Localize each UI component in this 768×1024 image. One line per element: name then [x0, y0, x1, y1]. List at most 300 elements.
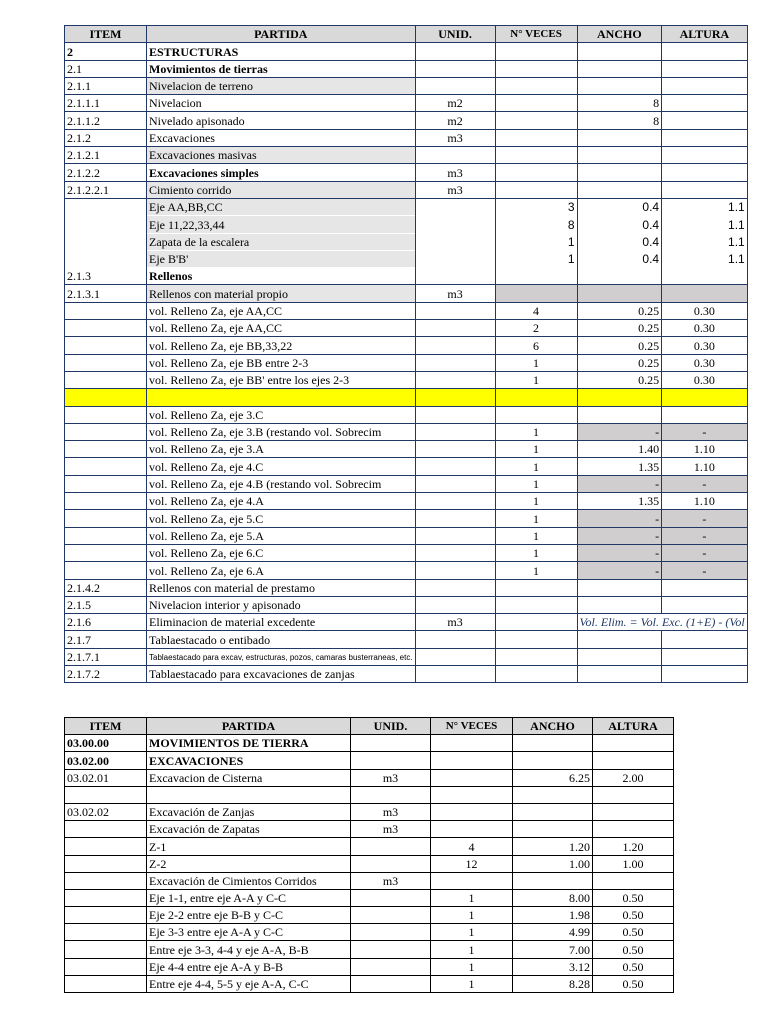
cell-partida[interactable]: vol. Relleno Za, eje BB,33,22	[147, 337, 416, 354]
cell-ancho[interactable]: 0.25	[577, 302, 662, 319]
cell-ancho[interactable]: 3.12	[513, 958, 593, 975]
cell-ancho[interactable]	[577, 129, 662, 146]
cell-ancho[interactable]: 8	[577, 95, 662, 112]
cell-altura[interactable]: 0.50	[593, 924, 674, 941]
cell-partida[interactable]: vol. Relleno Za, eje 4.A	[147, 493, 416, 510]
cell-veces[interactable]	[495, 285, 577, 302]
cell-unid[interactable]: m3	[415, 614, 495, 631]
cell-partida[interactable]: vol. Relleno Za, eje 6.C	[147, 544, 416, 561]
cell-veces[interactable]: 1	[495, 562, 577, 579]
cell-ancho[interactable]: 0.4	[577, 198, 662, 215]
cell-unid[interactable]	[415, 198, 495, 215]
cell-altura[interactable]	[662, 95, 748, 112]
cell-item[interactable]: 2.1.7	[65, 631, 147, 648]
cell-unid[interactable]	[351, 975, 431, 992]
cell-unid[interactable]	[415, 147, 495, 164]
cell-unid[interactable]: m3	[415, 181, 495, 198]
cell-veces[interactable]	[495, 95, 577, 112]
cell-item[interactable]: 03.02.00	[65, 752, 147, 769]
cell-veces[interactable]	[495, 596, 577, 613]
cell-veces[interactable]	[495, 614, 577, 631]
cell-partida[interactable]: Nivelado apisonado	[147, 112, 416, 129]
cell-note[interactable]: Vol. Elim. = Vol. Exc. (1+E) - (Vol	[577, 614, 747, 631]
cell-unid[interactable]	[351, 838, 431, 855]
header-veces[interactable]: N° VECES	[431, 718, 513, 735]
cell-ancho[interactable]	[577, 631, 662, 648]
cell-ancho[interactable]	[577, 579, 662, 596]
cell-unid[interactable]	[351, 907, 431, 924]
cell-partida[interactable]: vol. Relleno Za, eje 3.C	[147, 406, 416, 423]
cell-item[interactable]	[65, 924, 147, 941]
cell-veces[interactable]: 1	[495, 371, 577, 388]
cell-item[interactable]: 2.1.1.2	[65, 112, 147, 129]
cell-unid[interactable]	[415, 77, 495, 94]
cell-partida[interactable]: Eje 4-4 entre eje A-A y B-B	[147, 958, 351, 975]
cell-altura[interactable]: 1.10	[662, 441, 748, 458]
cell-veces[interactable]	[495, 665, 577, 682]
cell-unid[interactable]	[415, 337, 495, 354]
cell-veces[interactable]	[431, 752, 513, 769]
cell-unid[interactable]	[351, 941, 431, 958]
cell-ancho[interactable]: 0.4	[577, 233, 662, 250]
cell-item[interactable]: 2.1.5	[65, 596, 147, 613]
cell-item[interactable]	[65, 872, 147, 889]
cell-partida[interactable]: EXCAVACIONES	[147, 752, 351, 769]
cell-partida[interactable]: Tablaestacado para excav, estructuras, pozos, camaras busterraneas, etc.	[147, 648, 416, 665]
cell-altura[interactable]	[662, 60, 748, 77]
cell-altura[interactable]: -	[662, 562, 748, 579]
cell-unid[interactable]	[351, 924, 431, 941]
cell-item[interactable]	[65, 250, 147, 267]
cell-item[interactable]	[65, 458, 147, 475]
cell-ancho[interactable]: 8.28	[513, 975, 593, 992]
cell-ancho[interactable]: 0.4	[577, 216, 662, 233]
cell-altura[interactable]: 0.30	[662, 371, 748, 388]
cell-partida[interactable]: Excavación de Cimientos Corridos	[147, 872, 351, 889]
cell-unid[interactable]	[415, 648, 495, 665]
cell-item[interactable]: 2.1.2.1	[65, 147, 147, 164]
cell-unid[interactable]	[415, 475, 495, 492]
cell-altura[interactable]	[593, 752, 674, 769]
header-veces[interactable]: N° VECES	[495, 26, 577, 43]
cell-veces[interactable]	[431, 821, 513, 838]
header-unid[interactable]: UNID.	[351, 718, 431, 735]
cell-partida[interactable]: MOVIMIENTOS DE TIERRA	[147, 735, 351, 752]
cell-unid[interactable]	[415, 389, 495, 406]
cell-item[interactable]	[65, 216, 147, 233]
cell-unid[interactable]	[351, 735, 431, 752]
cell-item[interactable]	[65, 821, 147, 838]
cell-partida[interactable]: Excavación de Zanjas	[147, 803, 351, 820]
cell-item[interactable]: 03.02.01	[65, 769, 147, 786]
cell-unid[interactable]	[415, 43, 495, 60]
cell-altura[interactable]	[662, 285, 748, 302]
cell-altura[interactable]	[593, 803, 674, 820]
cell-veces[interactable]	[495, 77, 577, 94]
cell-unid[interactable]	[351, 958, 431, 975]
cell-ancho[interactable]: 1.35	[577, 458, 662, 475]
cell-partida[interactable]: Excavaciones simples	[147, 164, 416, 181]
cell-altura[interactable]	[662, 164, 748, 181]
cell-item[interactable]	[65, 389, 147, 406]
cell-unid[interactable]	[415, 423, 495, 440]
cell-altura[interactable]	[662, 665, 748, 682]
cell-item[interactable]	[65, 320, 147, 337]
cell-altura[interactable]	[662, 147, 748, 164]
cell-veces[interactable]: 1	[431, 941, 513, 958]
cell-veces[interactable]	[495, 129, 577, 146]
cell-veces[interactable]: 1	[495, 423, 577, 440]
cell-item[interactable]	[65, 907, 147, 924]
cell-partida[interactable]: Nivelacion interior y apisonado	[147, 596, 416, 613]
cell-ancho[interactable]	[577, 389, 662, 406]
cell-altura[interactable]: 1.1	[662, 216, 748, 233]
cell-unid[interactable]: m2	[415, 95, 495, 112]
cell-item[interactable]: 2.1.3.1	[65, 285, 147, 302]
cell-unid[interactable]	[415, 406, 495, 423]
cell-partida[interactable]: Z-2	[147, 855, 351, 872]
cell-unid[interactable]: m2	[415, 112, 495, 129]
cell-veces[interactable]	[431, 735, 513, 752]
cell-veces[interactable]: 1	[431, 889, 513, 906]
cell-item[interactable]	[65, 423, 147, 440]
cell-altura[interactable]: -	[662, 544, 748, 561]
cell-altura[interactable]: 1.10	[662, 458, 748, 475]
cell-ancho[interactable]	[577, 147, 662, 164]
cell-unid[interactable]	[415, 302, 495, 319]
cell-ancho[interactable]: -	[577, 544, 662, 561]
cell-unid[interactable]	[415, 510, 495, 527]
cell-unid[interactable]: m3	[415, 129, 495, 146]
cell-altura[interactable]: 0.30	[662, 302, 748, 319]
cell-altura[interactable]: 1.00	[593, 855, 674, 872]
cell-altura[interactable]	[662, 406, 748, 423]
cell-altura[interactable]: 0.30	[662, 320, 748, 337]
header-ancho[interactable]: ANCHO	[577, 26, 662, 43]
cell-partida[interactable]: vol. Relleno Za, eje AA,CC	[147, 320, 416, 337]
cell-item[interactable]: 2	[65, 43, 147, 60]
cell-unid[interactable]	[415, 596, 495, 613]
cell-altura[interactable]	[662, 43, 748, 60]
cell-altura[interactable]: 0.30	[662, 354, 748, 371]
cell-unid[interactable]	[415, 562, 495, 579]
cell-altura[interactable]: 0.50	[593, 889, 674, 906]
cell-item[interactable]: 2.1.1.1	[65, 95, 147, 112]
cell-item[interactable]	[65, 527, 147, 544]
cell-partida[interactable]: Excavaciones masivas	[147, 147, 416, 164]
cell-altura[interactable]	[662, 181, 748, 198]
cell-ancho[interactable]: 1.20	[513, 838, 593, 855]
cell-ancho[interactable]: -	[577, 527, 662, 544]
cell-unid[interactable]	[415, 354, 495, 371]
cell-partida[interactable]: vol. Relleno Za, eje 3.B (restando vol. Sobrecim	[147, 423, 416, 440]
cell-altura[interactable]: 0.50	[593, 941, 674, 958]
cell-unid[interactable]	[415, 216, 495, 233]
cell-partida[interactable]: Rellenos con material de prestamo	[147, 579, 416, 596]
cell-item[interactable]	[65, 493, 147, 510]
cell-altura[interactable]	[662, 579, 748, 596]
cell-unid[interactable]	[351, 889, 431, 906]
header-item[interactable]: ITEM	[65, 718, 147, 735]
cell-altura[interactable]	[662, 648, 748, 665]
cell-item[interactable]	[65, 475, 147, 492]
cell-veces[interactable]	[495, 147, 577, 164]
header-altura[interactable]: ALTURA	[593, 718, 674, 735]
cell-altura[interactable]: 1.20	[593, 838, 674, 855]
cell-partida[interactable]: Excavacion de Cisterna	[147, 769, 351, 786]
cell-unid[interactable]	[415, 527, 495, 544]
cell-item[interactable]: 2.1.2	[65, 129, 147, 146]
cell-item[interactable]	[65, 198, 147, 215]
cell-altura[interactable]	[662, 268, 748, 285]
cell-altura[interactable]: 0.30	[662, 337, 748, 354]
cell-item[interactable]	[65, 958, 147, 975]
cell-partida[interactable]: Eje 3-3 entre eje A-A y C-C	[147, 924, 351, 941]
cell-item[interactable]	[65, 855, 147, 872]
cell-altura[interactable]: 0.50	[593, 975, 674, 992]
cell-unid[interactable]: m3	[351, 821, 431, 838]
cell-item[interactable]	[65, 786, 147, 803]
cell-partida[interactable]: vol. Relleno Za, eje 3.A	[147, 441, 416, 458]
cell-unid[interactable]	[351, 786, 431, 803]
cell-partida[interactable]: Nivelacion	[147, 95, 416, 112]
cell-veces[interactable]: 4	[431, 838, 513, 855]
cell-ancho[interactable]: 1.00	[513, 855, 593, 872]
cell-item[interactable]	[65, 337, 147, 354]
cell-partida[interactable]: Eje 11,22,33,44	[147, 216, 416, 233]
cell-unid[interactable]	[415, 268, 495, 285]
cell-item[interactable]: 2.1.2.2.1	[65, 181, 147, 198]
header-partida[interactable]: PARTIDA	[147, 718, 351, 735]
cell-partida[interactable]: Rellenos	[147, 268, 416, 285]
cell-veces[interactable]: 1	[495, 250, 577, 267]
cell-ancho[interactable]: -	[577, 510, 662, 527]
cell-veces[interactable]: 1	[495, 493, 577, 510]
cell-ancho[interactable]	[577, 665, 662, 682]
cell-ancho[interactable]: 0.25	[577, 337, 662, 354]
cell-ancho[interactable]: 0.25	[577, 371, 662, 388]
cell-partida[interactable]: vol. Relleno Za, eje AA,CC	[147, 302, 416, 319]
header-item[interactable]: ITEM	[65, 26, 147, 43]
cell-item[interactable]: 2.1.2.2	[65, 164, 147, 181]
cell-ancho[interactable]: 8.00	[513, 889, 593, 906]
cell-partida[interactable]: Excavación de Zapatas	[147, 821, 351, 838]
cell-ancho[interactable]	[577, 406, 662, 423]
cell-altura[interactable]: 1.1	[662, 233, 748, 250]
cell-veces[interactable]	[495, 631, 577, 648]
cell-partida[interactable]: Nivelacion de terreno	[147, 77, 416, 94]
cell-unid[interactable]	[415, 665, 495, 682]
cell-veces[interactable]: 1	[495, 233, 577, 250]
cell-ancho[interactable]: 0.25	[577, 354, 662, 371]
cell-partida[interactable]: vol. Relleno Za, eje BB entre 2-3	[147, 354, 416, 371]
cell-ancho[interactable]	[513, 803, 593, 820]
cell-altura[interactable]	[593, 786, 674, 803]
cell-partida[interactable]: Z-1	[147, 838, 351, 855]
cell-altura[interactable]: 1.10	[662, 493, 748, 510]
cell-altura[interactable]: -	[662, 510, 748, 527]
cell-item[interactable]: 2.1.7.2	[65, 665, 147, 682]
cell-veces[interactable]	[495, 406, 577, 423]
header-altura[interactable]: ALTURA	[662, 26, 748, 43]
cell-altura[interactable]: 0.50	[593, 958, 674, 975]
cell-partida[interactable]: Zapata de la escalera	[147, 233, 416, 250]
cell-partida[interactable]: ESTRUCTURAS	[147, 43, 416, 60]
cell-altura[interactable]	[662, 389, 748, 406]
cell-partida[interactable]: vol. Relleno Za, eje 4.C	[147, 458, 416, 475]
cell-partida[interactable]: Eje 2-2 entre eje B-B y C-C	[147, 907, 351, 924]
cell-ancho[interactable]: 4.99	[513, 924, 593, 941]
cell-veces[interactable]: 1	[431, 975, 513, 992]
cell-item[interactable]	[65, 406, 147, 423]
cell-veces[interactable]: 1	[431, 924, 513, 941]
cell-veces[interactable]: 1	[495, 475, 577, 492]
cell-item[interactable]	[65, 302, 147, 319]
cell-partida[interactable]: vol. Relleno Za, eje 4.B (restando vol. Sobrecim	[147, 475, 416, 492]
cell-altura[interactable]: -	[662, 475, 748, 492]
cell-ancho[interactable]	[513, 752, 593, 769]
cell-partida[interactable]: Movimientos de tierras	[147, 60, 416, 77]
cell-item[interactable]: 03.00.00	[65, 735, 147, 752]
cell-altura[interactable]: 1.1	[662, 198, 748, 215]
cell-veces[interactable]	[431, 769, 513, 786]
cell-veces[interactable]	[495, 43, 577, 60]
cell-item[interactable]: 03.02.02	[65, 803, 147, 820]
cell-altura[interactable]: -	[662, 527, 748, 544]
cell-veces[interactable]: 1	[495, 458, 577, 475]
cell-partida[interactable]: Rellenos con material propio	[147, 285, 416, 302]
cell-altura[interactable]	[662, 77, 748, 94]
cell-unid[interactable]	[415, 233, 495, 250]
cell-veces[interactable]: 1	[495, 441, 577, 458]
cell-unid[interactable]	[415, 458, 495, 475]
cell-veces[interactable]: 12	[431, 855, 513, 872]
cell-item[interactable]: 2.1	[65, 60, 147, 77]
cell-ancho[interactable]	[577, 77, 662, 94]
cell-partida[interactable]: Entre eje 3-3, 4-4 y eje A-A, B-B	[147, 941, 351, 958]
cell-item[interactable]	[65, 838, 147, 855]
cell-partida[interactable]: Excavaciones	[147, 129, 416, 146]
cell-item[interactable]: 2.1.7.1	[65, 648, 147, 665]
cell-item[interactable]	[65, 544, 147, 561]
cell-ancho[interactable]	[577, 60, 662, 77]
cell-partida[interactable]: Eje B'B'	[147, 250, 416, 267]
cell-altura[interactable]	[662, 112, 748, 129]
cell-ancho[interactable]	[513, 786, 593, 803]
cell-partida[interactable]: Eje 1-1, entre eje A-A y C-C	[147, 889, 351, 906]
cell-ancho[interactable]	[513, 821, 593, 838]
cell-ancho[interactable]: 0.4	[577, 250, 662, 267]
cell-unid[interactable]	[351, 855, 431, 872]
cell-ancho[interactable]: 1.40	[577, 441, 662, 458]
cell-veces[interactable]	[431, 803, 513, 820]
cell-veces[interactable]	[495, 579, 577, 596]
cell-ancho[interactable]	[577, 43, 662, 60]
cell-ancho[interactable]	[513, 735, 593, 752]
cell-partida[interactable]	[147, 389, 416, 406]
cell-veces[interactable]	[431, 872, 513, 889]
header-partida[interactable]: PARTIDA	[147, 26, 416, 43]
cell-partida[interactable]	[147, 786, 351, 803]
cell-unid[interactable]	[415, 579, 495, 596]
cell-ancho[interactable]	[513, 872, 593, 889]
cell-veces[interactable]: 3	[495, 198, 577, 215]
cell-partida[interactable]: vol. Relleno Za, eje 6.A	[147, 562, 416, 579]
cell-altura[interactable]: -	[662, 423, 748, 440]
cell-altura[interactable]	[662, 631, 748, 648]
cell-item[interactable]	[65, 889, 147, 906]
cell-ancho[interactable]: -	[577, 562, 662, 579]
cell-altura[interactable]	[662, 129, 748, 146]
cell-ancho[interactable]: 1.35	[577, 493, 662, 510]
cell-veces[interactable]: 4	[495, 302, 577, 319]
cell-item[interactable]	[65, 233, 147, 250]
cell-altura[interactable]	[662, 596, 748, 613]
cell-item[interactable]: 2.1.3	[65, 268, 147, 285]
cell-ancho[interactable]: 0.25	[577, 320, 662, 337]
cell-ancho[interactable]	[577, 268, 662, 285]
cell-ancho[interactable]	[577, 285, 662, 302]
cell-partida[interactable]: Eliminacion de material excedente	[147, 614, 416, 631]
cell-partida[interactable]: Tablaestacado o entibado	[147, 631, 416, 648]
cell-partida[interactable]: vol. Relleno Za, eje BB' entre los ejes 2-3	[147, 371, 416, 388]
cell-unid[interactable]	[415, 250, 495, 267]
cell-item[interactable]: 2.1.4.2	[65, 579, 147, 596]
header-ancho[interactable]: ANCHO	[513, 718, 593, 735]
cell-veces[interactable]	[495, 648, 577, 665]
cell-partida[interactable]: vol. Relleno Za, eje 5.A	[147, 527, 416, 544]
cell-altura[interactable]: 2.00	[593, 769, 674, 786]
cell-ancho[interactable]	[577, 648, 662, 665]
cell-veces[interactable]	[495, 268, 577, 285]
cell-item[interactable]	[65, 975, 147, 992]
cell-altura[interactable]	[593, 735, 674, 752]
cell-ancho[interactable]	[577, 596, 662, 613]
cell-item[interactable]	[65, 510, 147, 527]
cell-ancho[interactable]: 8	[577, 112, 662, 129]
cell-altura[interactable]: 0.50	[593, 907, 674, 924]
cell-veces[interactable]: 6	[495, 337, 577, 354]
cell-item[interactable]: 2.1.6	[65, 614, 147, 631]
cell-unid[interactable]: m3	[351, 872, 431, 889]
cell-veces[interactable]	[495, 60, 577, 77]
cell-item[interactable]	[65, 562, 147, 579]
cell-altura[interactable]	[593, 872, 674, 889]
cell-item[interactable]	[65, 354, 147, 371]
cell-partida[interactable]: vol. Relleno Za, eje 5.C	[147, 510, 416, 527]
cell-unid[interactable]	[415, 544, 495, 561]
cell-item[interactable]	[65, 371, 147, 388]
cell-partida[interactable]: Eje AA,BB,CC	[147, 198, 416, 215]
cell-unid[interactable]	[415, 493, 495, 510]
cell-altura[interactable]: 1.1	[662, 250, 748, 267]
cell-unid[interactable]: m3	[415, 164, 495, 181]
cell-ancho[interactable]: 1.98	[513, 907, 593, 924]
cell-unid[interactable]	[415, 371, 495, 388]
cell-item[interactable]	[65, 441, 147, 458]
cell-unid[interactable]: m3	[351, 803, 431, 820]
cell-unid[interactable]	[415, 320, 495, 337]
cell-ancho[interactable]	[577, 164, 662, 181]
cell-item[interactable]	[65, 941, 147, 958]
cell-ancho[interactable]: -	[577, 475, 662, 492]
cell-unid[interactable]: m3	[415, 285, 495, 302]
cell-ancho[interactable]: -	[577, 423, 662, 440]
cell-veces[interactable]	[431, 786, 513, 803]
cell-ancho[interactable]: 6.25	[513, 769, 593, 786]
cell-unid[interactable]: m3	[351, 769, 431, 786]
cell-veces[interactable]: 1	[495, 354, 577, 371]
